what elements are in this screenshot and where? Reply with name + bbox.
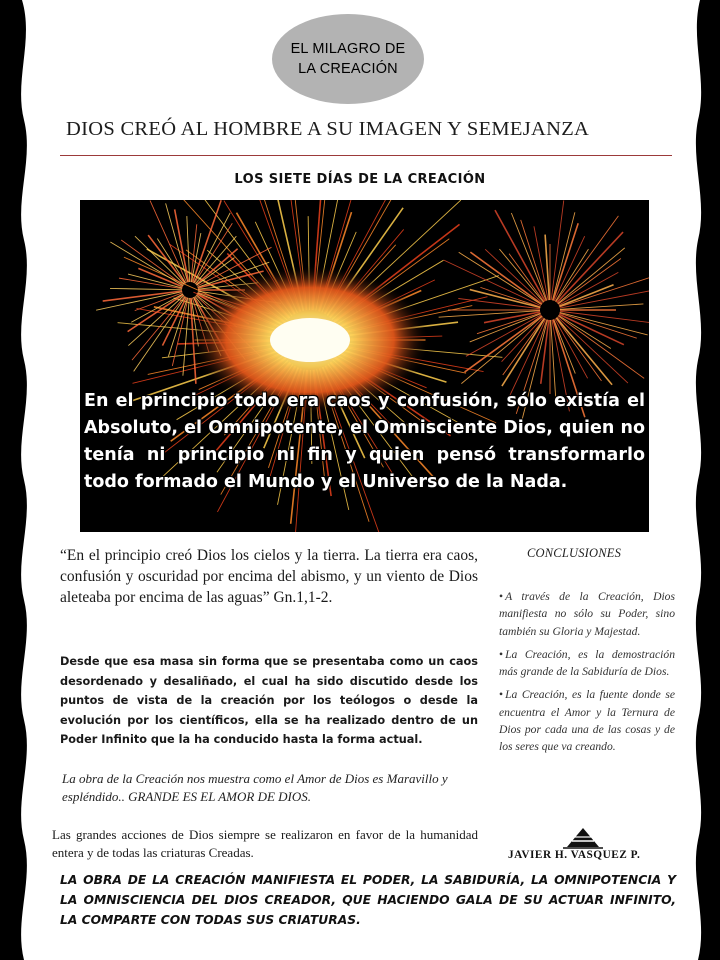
actions-paragraph: Las grandes acciones de Dios siempre se realizaron en favor de la humanidad entera y de todas las criaturas Creadas.	[52, 827, 478, 860]
genesis-quote: “En el principio creó Dios los cielos y la tierra. La tierra era caos, confusión y oscuridad por encima del abismo, y un viento de Dios aleteaba por encima de las aguas” Gn.1,1-2.	[60, 547, 478, 606]
firework-ray	[110, 288, 182, 289]
title-badge	[272, 14, 424, 104]
triangle-logo-icon	[563, 827, 603, 849]
section-subtitle: LOS SIETE DÍAS DE LA CREACIÓN	[234, 172, 486, 187]
list-item: • La Creación, es la demostración más grande de la Sabiduría de Dios.	[499, 646, 675, 681]
firework-ray	[466, 315, 541, 357]
conclusions-title: CONCLUSIONES	[527, 546, 622, 560]
overlay-text: En el principio todo era caos y confusión, sólo existía el Absoluto, el Omnipotente, el Omnisciente Dios, quien no tenía ni principio ni fin y quien pensó transformarlo todo formado el Mundo y el Universo de la Nada.	[84, 391, 645, 492]
title-badge-text: EL MILAGRO DE LA CREACIÓN	[290, 41, 406, 77]
firework-ray	[556, 216, 619, 302]
title-divider	[60, 155, 672, 156]
firework-ray	[559, 272, 619, 305]
firework-ray	[558, 316, 644, 379]
firework-ray	[194, 213, 230, 283]
firework-ray	[461, 316, 542, 383]
right-wavy-border	[690, 0, 720, 960]
firework-ray	[509, 254, 544, 302]
firework-ray	[560, 304, 643, 309]
firework-ray	[511, 213, 546, 301]
author-name: JAVIER H. VASQUEZ P.	[508, 849, 641, 861]
list-item: • A través de la Creación, Dios manifiesta no sólo su Poder, sino también su Gloria y Majestad.	[499, 588, 675, 640]
firework-ray	[439, 311, 540, 318]
closing-statement: LA OBRA DE LA CREACIÓN MANIFIESTA EL PODER, LA SABIDURÍA, LA OMNIPOTENCIA Y LA OMNISCIENCIA DEL DIOS CREADOR, QUE HACIENDO GALA DE SU ACTUAR INFINITO, LA COMPARTE CON TODAS SUS CRIATURAS.	[60, 873, 676, 927]
firework-ray	[465, 316, 542, 372]
fireworks-image	[80, 200, 649, 532]
body-paragraph: Desde que esa masa sin forma que se presentaba como un caos desordenado y desaliñado, el cual ha sido discutido desde los puntos de vista de la creación por los teólogos o desde la evolución por los científicos, ella se ha realizado dentro de un Poder Infinito que la ha conducido hasta la forma actual.	[60, 655, 478, 746]
list-item: • La Creación, es la fuente donde se encuentra el Amor y la Ternura de Dios por cada una de las cosas y de los seres que va creando.	[499, 686, 675, 755]
page-title: DIOS CREÓ AL HOMBRE A SU IMAGEN Y SEMEJANZA	[66, 118, 590, 140]
conclusions-list	[499, 588, 675, 762]
italic-note: La obra de la Creación nos muestra como el Amor de Dios es Maravillo y espléndido.. GRANDE ES EL AMOR DE DIOS.	[62, 771, 448, 804]
firework-ray	[103, 291, 182, 301]
left-wavy-border	[0, 0, 38, 960]
firework-ray	[121, 240, 183, 285]
